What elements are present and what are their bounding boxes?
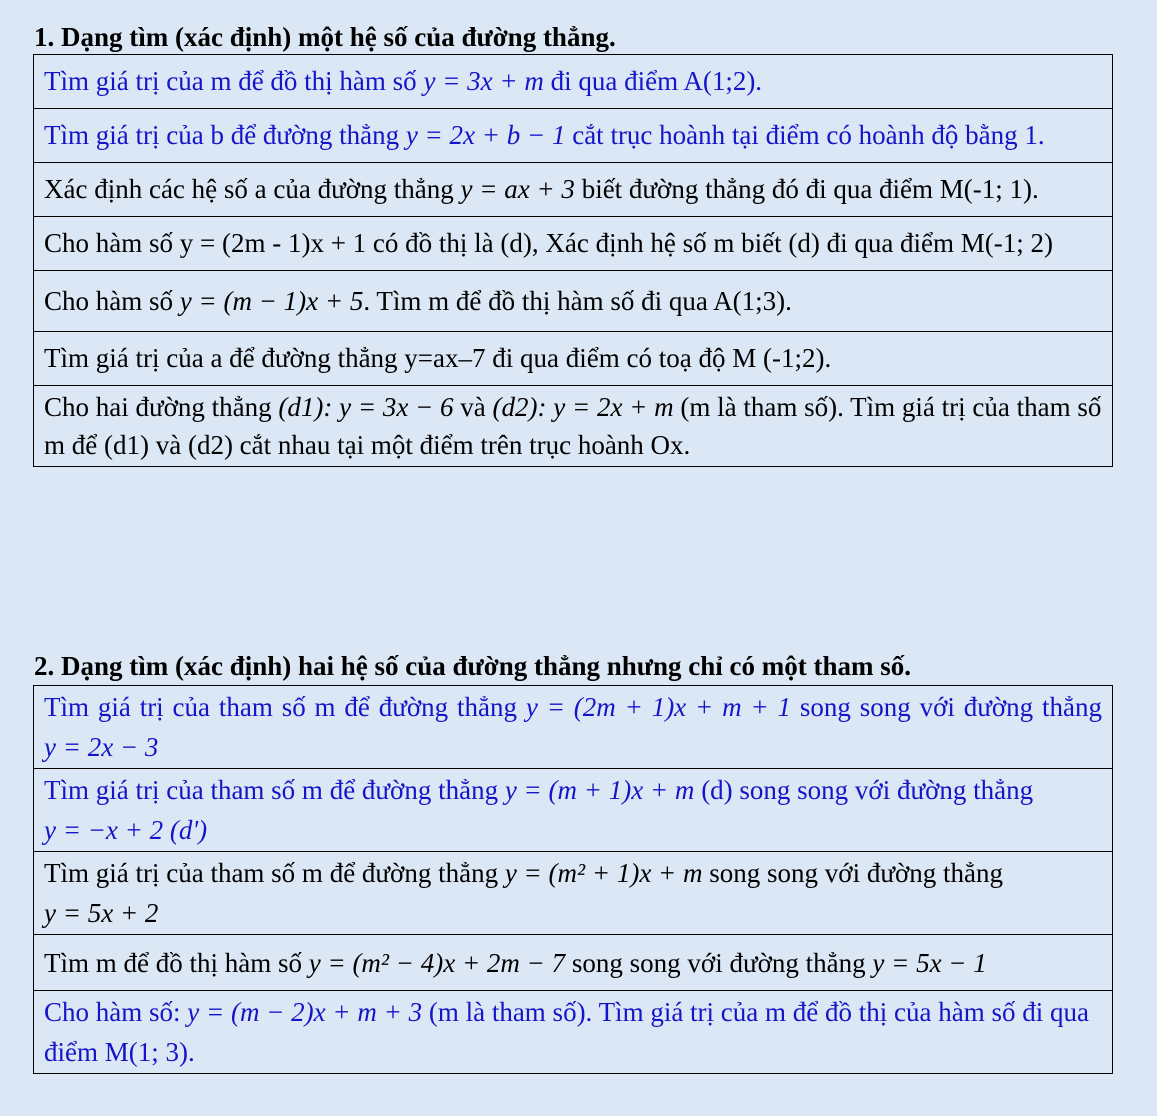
equation: y = (m² + 1)x + m xyxy=(504,858,703,888)
table-row xyxy=(34,852,1113,935)
problem-cell: Tìm giá trị của tham số m để đường thẳng y = (2m + 1)x + m + 1 song song với đường thẳng y = 2x − 3 xyxy=(34,686,1113,769)
equation: (d2): y = 2x + m xyxy=(492,392,674,422)
table-row xyxy=(34,163,1113,217)
problem-cell: Xác định các hệ số a của đường thẳng y = ax + 3 biết đường thẳng đó đi qua điểm M(-1; 1). xyxy=(34,163,1113,217)
problem-cell: Cho hàm số: y = (m − 2)x + m + 3 (m là tham số). Tìm giá trị của m để đồ thị của hàm số đi qua điểm M(1; 3). xyxy=(34,991,1113,1074)
problem-cell: Cho hàm số y = (m − 1)x + 5. Tìm m để đồ thị hàm số đi qua A(1;3). xyxy=(34,271,1113,332)
table-row xyxy=(34,769,1113,852)
problem-cell: Cho hai đường thẳng (d1): y = 3x − 6 và (d2): y = 2x + m (m là tham số). Tìm giá trị của tham số m để (d1) và (d2) cắt nhau tại một điểm trên trục hoành Ox. xyxy=(34,386,1113,467)
equation: y = −x + 2 (d') xyxy=(44,815,208,845)
table-row xyxy=(34,55,1113,109)
equation: y = (m + 1)x + m xyxy=(504,775,695,805)
equation: (d1): y = 3x − 6 xyxy=(278,392,454,422)
equation: y = 5x + 2 xyxy=(44,898,159,928)
problem-cell: Tìm giá trị của b để đường thẳng y = 2x + b − 1 cắt trục hoành tại điểm có hoành độ bằng 1. xyxy=(34,109,1113,163)
problem-cell: Tìm giá trị của m để đồ thị hàm số y = 3x + m đi qua điểm A(1;2). xyxy=(34,55,1113,109)
equation: y = (m² − 4)x + 2m − 7 xyxy=(308,947,566,978)
problem-cell: Tìm giá trị của tham số m để đường thẳng y = (m² + 1)x + m song song với đường thẳng y = 5x + 2 xyxy=(34,852,1113,935)
section-2-table xyxy=(33,685,1113,1074)
section-1-title: 1. Dạng tìm (xác định) một hệ số của đường thẳng. xyxy=(34,22,616,52)
section-1-table xyxy=(33,54,1113,467)
problem-cell: Tìm giá trị của a để đường thẳng y=ax–7 đi qua điểm có toạ độ M (-1;2). xyxy=(34,332,1113,386)
problem-cell: Tìm giá trị của tham số m để đường thẳng y = (m + 1)x + m (d) song song với đường thẳng y = −x + 2 (d') xyxy=(34,769,1113,852)
equation: y = (m − 1)x + 5 xyxy=(179,285,364,316)
section-2-title: 2. Dạng tìm (xác định) hai hệ số của đường thẳng nhưng chỉ có một tham số. xyxy=(34,651,911,681)
table-row xyxy=(34,686,1113,769)
problem-cell: Tìm m để đồ thị hàm số y = (m² − 4)x + 2m − 7 song song với đường thẳng y = 5x − 1 xyxy=(34,935,1113,991)
equation: y = 3x + m xyxy=(423,66,544,96)
table-row xyxy=(34,386,1113,467)
equation: y = 2x + b − 1 xyxy=(405,120,566,150)
table-row xyxy=(34,271,1113,332)
table-row xyxy=(34,991,1113,1074)
table-row xyxy=(34,109,1113,163)
table-row xyxy=(34,217,1113,271)
table-row xyxy=(34,332,1113,386)
equation: y = (m − 2)x + m + 3 xyxy=(187,997,423,1027)
equation: y = (2m + 1)x + m + 1 xyxy=(525,692,792,722)
equation: y = 2x − 3 xyxy=(44,732,159,762)
equation: y = 5x − 1 xyxy=(872,947,987,978)
equation: y = ax + 3 xyxy=(460,174,575,204)
problem-cell: Cho hàm số y = (2m - 1)x + 1 có đồ thị là (d), Xác định hệ số m biết (d) đi qua điểm M(-1; 2) xyxy=(34,217,1113,271)
table-row xyxy=(34,935,1113,991)
